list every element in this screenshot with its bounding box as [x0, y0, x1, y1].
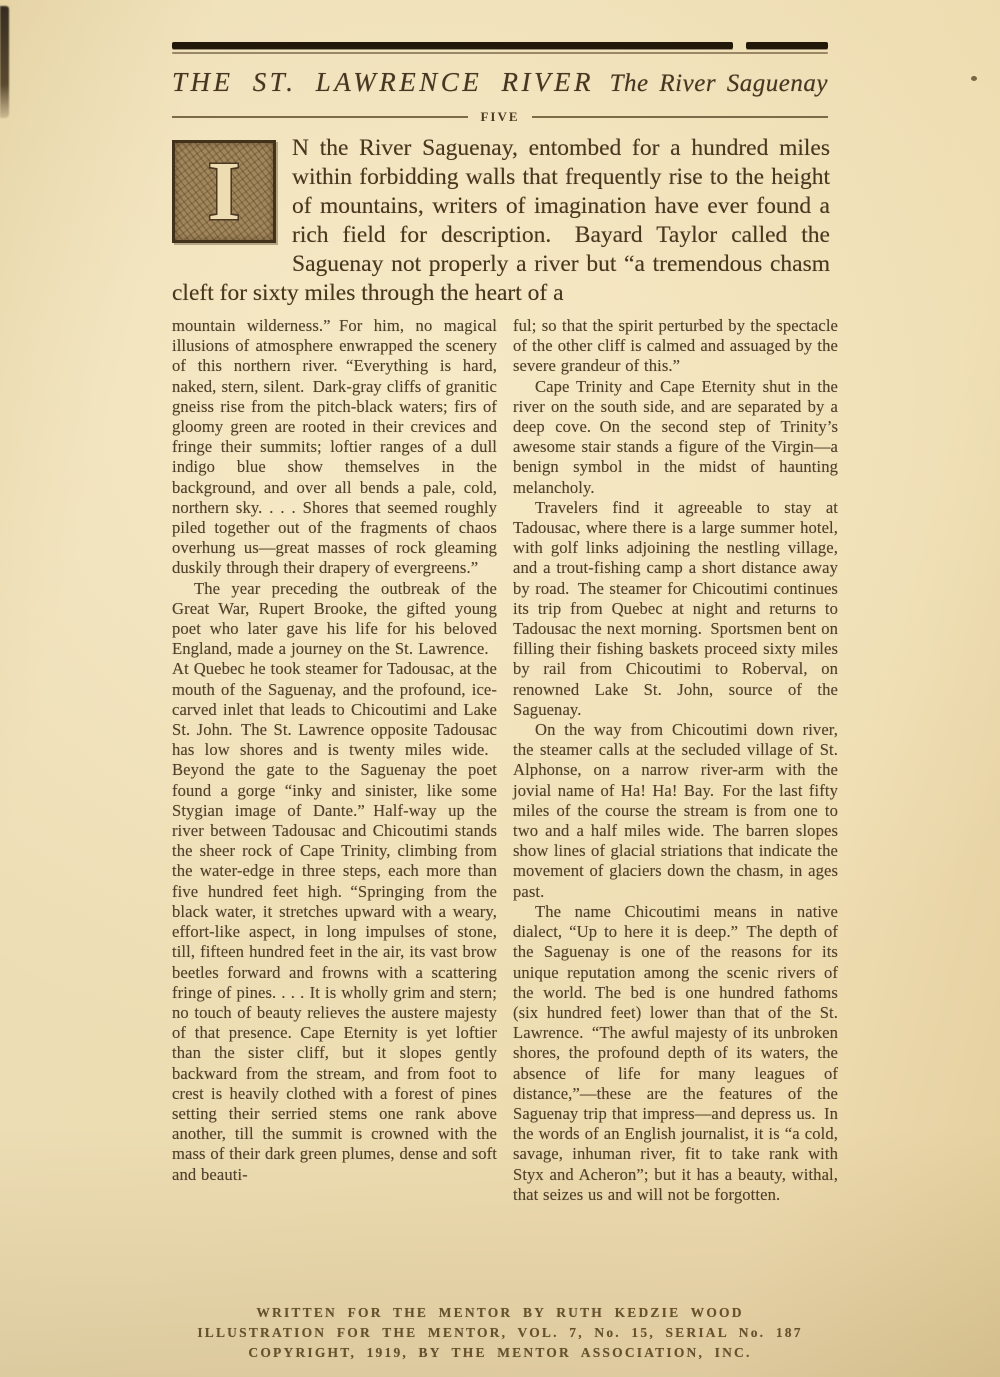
- running-titles: [172, 67, 828, 98]
- paragraph: The name Chicoutimi means in native dialect, “Up to here it is deep.” The depth of the Saguenay is one of the reasons for its unique reputation among the scenic rivers of the world. The bed is one hundred fathoms (six hundred feet) lower than that of the St. Lawrence. “The awful majesty of its unbroken shores, the profound depth of its waters, the absence of life for many leagues of distance,”—these are the features of the Saguenay trip that impress—and depress us. In the words of an English journalist, it is “a cold, savage, inhuman river, fit to take rank with Styx and Acheron”; but it has a beauty, withal, that seizes us and will not be forgotten.: [513, 901, 838, 1204]
- running-title-left: THE ST. LAWRENCE RIVER: [172, 67, 594, 97]
- paragraph: mountain wilderness.” For him, no magical illusions of atmosphere enwrapped the scenery of this northern river. “Everything is hard, naked, stern, silent. Dark-gray cliffs of granitic gneiss rise from the pitch-black waters; firs of gloomy green are rooted in their crevices and fringe their summits; loftier ranges of a dull indigo blue show themselves in the background, and over all bends a pale, cold, northern sky. . . . Shores that seemed roughly piled together out of the fragments of chaos overhung us—great masses of rock gleaming duskily through their drapery of evergreens.”: [172, 316, 497, 578]
- article-body: [172, 316, 838, 1205]
- header-rule-thick: [172, 42, 828, 49]
- dropcap-letter: I: [207, 144, 241, 238]
- folio-rule-left: [172, 116, 468, 118]
- credit-line: WRITTEN FOR THE MENTOR BY RUTH KEDZIE WOOD: [256, 1305, 744, 1320]
- paragraph: Travelers find it agreeable to stay at Tadousac, where there is a large summer hotel, with golf links adjoining the nestling village, and a trout-fishing camp a short distance away by road. The steamer for Chicoutimi continues its trip from Quebec at night and returns to Tadousac the next morning. Sportsmen bent on filling their fishing baskets proceed sixty miles by rail from Chicoutimi to Roberval, on renowned Lake St. John, source of the Saguenay.: [513, 497, 838, 719]
- folio-row: [172, 109, 828, 125]
- paragraph: The year preceding the outbreak of the Great War, Rupert Brooke, the gifted young poet who later gave his life for his beloved England, made a journey on the St. Lawrence. At Quebec he took steamer for Tadousac, at the mouth of the Saguenay, and the profound, ice-carved inlet that leads to Chicoutimi and Lake St. John. The St. Lawrence opposite Tadousac has low shores and is twenty miles wide. Beyond the gate to the Saguenay the poet found a gorge “inky and sinister, like some Stygian image of Dante.” Half-way up the river between Tadousac and Chicoutimi stands the sheer rock of Cape Trinity, climbing from the water-edge in three steps, each more than five hundred feet high. “Springing from the black water, it stretches upward with a weary, effort-like aspect, in long impulses of stone, till, fifteen hundred feet in the air, its vast brow beetles forward and frowns with a scattering fringe of pines. . . . It is wholly grim and stern; no touch of beauty relieves the austere majesty of that presence. Cape Eternity is yet loftier than the sister cliff, but it slopes gently backward from the stream, and from foot to crest is heavily clothed with a forest of pines setting their serried stems one rank above another, till the summit is crowned with the mass of their dark green plumes, dense and soft and beauti-: [172, 578, 497, 1184]
- lead-paragraph: [172, 134, 830, 308]
- paragraph: On the way from Chicoutimi down river, the steamer calls at the secluded village of St. Alphonse, on a narrow river-arm with the jovial name of Ha! Ha! Bay. For the last fifty miles of the course the stream is from one to two and a half miles wide. The barren slopes show lines of glacial striations that indicate the movement of glaciers down the chasm, in ages past.: [513, 720, 838, 901]
- rule-segment: [746, 42, 828, 49]
- header-rule-thin: [172, 52, 828, 54]
- right-column: [513, 316, 838, 1205]
- page-footer: [0, 1303, 1000, 1363]
- running-title-right: The River Saguenay: [609, 70, 828, 97]
- left-column: [172, 316, 497, 1205]
- rule-segment: [172, 42, 733, 49]
- page-header: [172, 42, 828, 125]
- folio-rule-right: [532, 116, 828, 118]
- paragraph: Cape Trinity and Cape Eternity shut in the river on the south side, and are separated by a deep cove. On the second step of Trinity’s awesome stair stands a figure of the Virgin—a benign symbol in the midst of haunting melancholy.: [513, 376, 838, 497]
- lead-text: N the River Saguenay, entombed for a hundred miles within forbidding walls that frequently rise to the height of mountains, writers of imagination have ever found a rich field for description. Bayard Taylor called the Saguenay not properly a river but “a tremendous chasm cleft for sixty miles through the heart of a: [172, 135, 830, 306]
- dropcap-box: [172, 140, 276, 243]
- paragraph: ful; so that the spirit perturbed by the spectacle of the other cliff is calmed and assuaged by the severe grandeur of this.”: [513, 316, 838, 376]
- credit-line: COPYRIGHT, 1919, BY THE MENTOR ASSOCIATION, INC.: [248, 1345, 752, 1360]
- scan-edge-artifact: [0, 6, 9, 118]
- credit-line: ILLUSTRATION FOR THE MENTOR, VOL. 7, No. 15, SERIAL No. 187: [197, 1325, 803, 1340]
- ink-speck: [971, 76, 977, 81]
- page-number: FIVE: [480, 109, 520, 124]
